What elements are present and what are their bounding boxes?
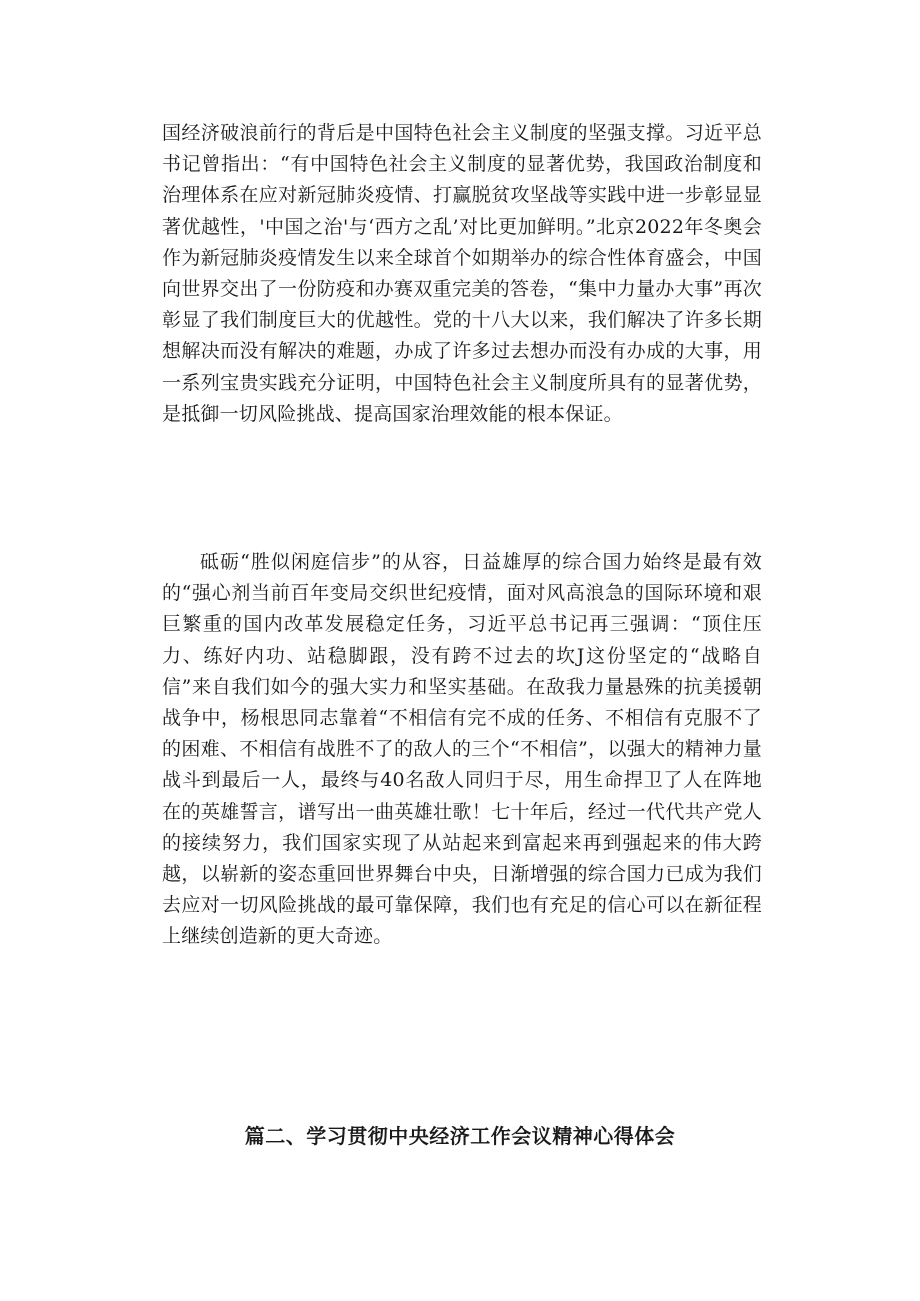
section-heading: 篇二、学习贯彻中央经济工作会议精神心得体会 (244, 1124, 676, 1148)
paragraph-1: 国经济破浪前行的背后是中国特色社会主义制度的坚强支撑。习近平总书记曾指出：“有中国特色社会主义制度的显著优势，我国政治制度和治理体系在应对新冠肺炎疫情、打赢脱贫攻坚战等实践中进一步彰显显著优越性，'中国之治'与‘西方之乱’对比更加鲜明。”北京2022年冬奥会作为新冠肺炎疫情发生以来全球首个如期举办的综合性体育盛会，中国向世界交出了一份防疫和办赛双重完美的答卷，“集中力量办大事”再次彰显了我们制度巨大的优越性。党的十八大以来，我们解决了许多长期想解决而没有解决的难题，办成了许多过去想办而没有办成的大事，用一系列宝贵实践充分证明，中国特色社会主义制度所具有的显著优势，是抵御一切风险挑战、提高国家治理效能的根本保证。 (162, 122, 762, 425)
paragraph-2: 砥砺“胜似闲庭信步”的从容，日益雄厚的综合国力始终是最有效的“强心剂当前百年变局交织世纪疫情，面对风高浪急的国际环境和艰巨繁重的国内改革发展稳定任务，习近平总书记再三强调：“顶住压力、练好内功、站稳脚跟，没有跨不过去的坎J这份坚定的“战略自信”来自我们如今的强大实力和坚实基础。在敌我力量悬殊的抗美援朝战争中，杨根思同志靠着“不相信有完不成的任务、不相信有克服不了的困难、不相信有战胜不了的敌人的三个“不相信”，以强大的精神力量战斗到最后一人，最终与40名敌人同归于尽，用生命捍卫了人在阵地在的英雄誓言，谱写出一曲英雄壮歌！七十年后，经过一代代共产党人的接续努力，我们国家实现了从站起来到富起来再到强起来的伟大跨越，以崭新的姿态重回世界舞台中央，日渐增强的综合国力已成为我们去应对一切风险挑战的最可靠保障，我们也有充足的信心可以在新征程上继续创造新的更大奇迹。 (162, 551, 762, 948)
